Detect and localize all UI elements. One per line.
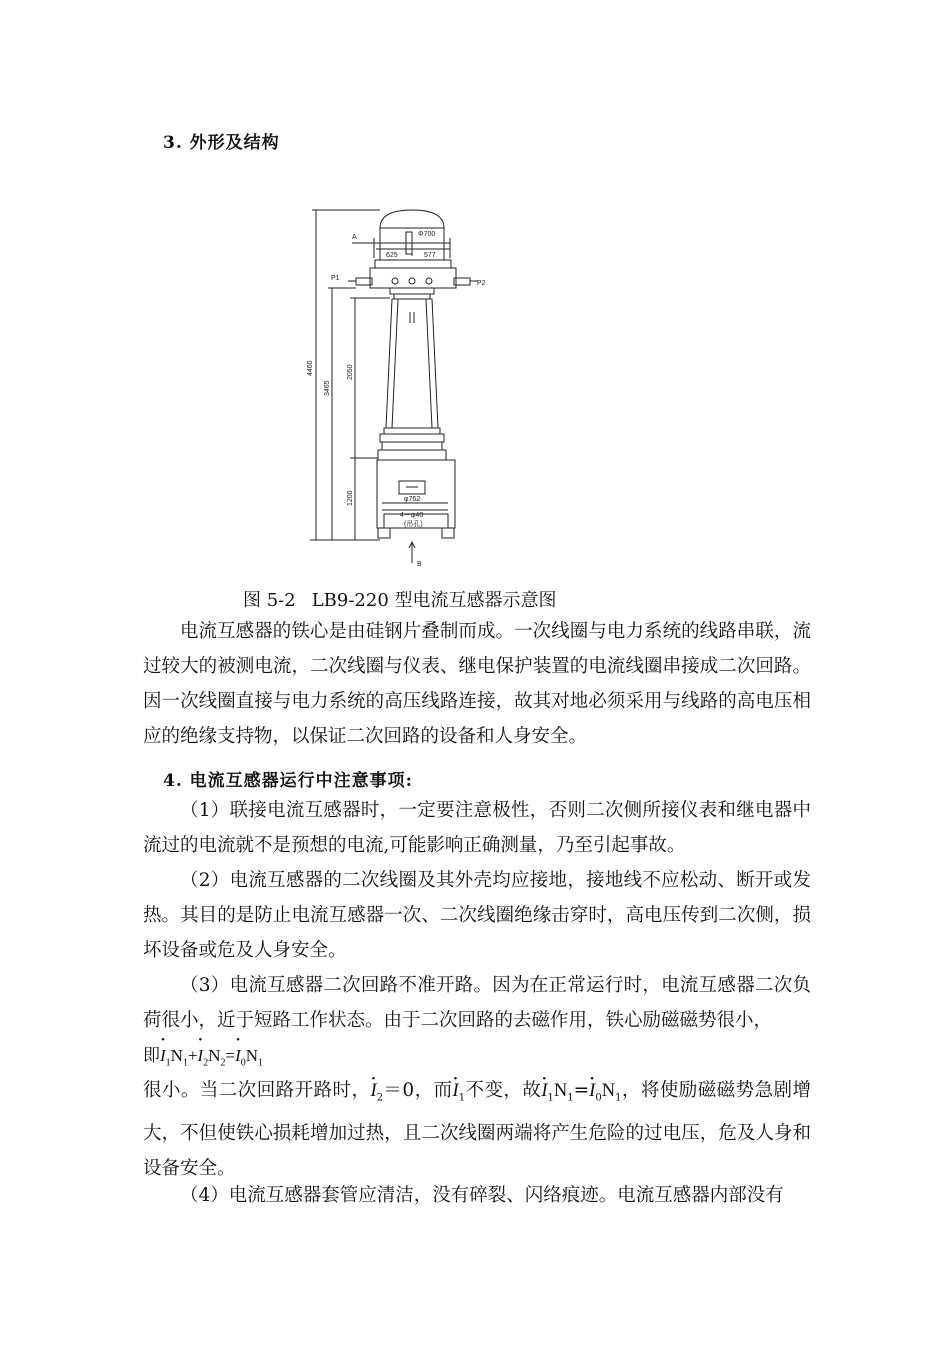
figure-caption (243, 586, 557, 612)
label-577: 577 (424, 252, 436, 259)
label-phi762: φ762 (404, 496, 421, 503)
label-b: B (417, 561, 422, 568)
paragraph-core-description: 电流互感器的铁心是由硅钢片叠制而成。一次线圈与电力系统的线路串联，流过较大的被测电流，二次线圈与仪表、继电保护装置的电流线圈串接成二次回路。因一次线圈直接与电力系统的高压线路连接，故其对地必须采用与线路的高电压相应的绝缘支持物，以保证二次回路的设备和人身安全。 (143, 621, 811, 747)
label-holes: 4－φ40 (400, 512, 424, 519)
item-3-continuation: 很小。当二次回路开路时，• $I_2=0$，而• $I_1$不变，故• $I_1N_1=•$ $I_0N_1$，将使励磁磁势急剧增大，不但使铁心损耗增加过热，且二次线圈两端将产生危险的过电压，危及人身和设备安全。 (143, 1073, 811, 1186)
label-1200: 1200 (347, 490, 354, 506)
current-transformer-drawing (300, 198, 510, 578)
figure-number: 图 5-2 (243, 590, 296, 611)
label-3465: 3465 (324, 380, 331, 396)
section-4-heading: 4. 电流互感器运行中注意事项: (163, 771, 413, 791)
item-4-bushing: （4）电流互感器套管应清洁，没有碎裂、闪络痕迹。电流互感器内部没有 (180, 1185, 784, 1206)
section-3-heading: 3. 外形及结构 (163, 133, 280, 153)
label-2050: 2050 (347, 364, 354, 380)
label-lift: (吊孔) (404, 521, 423, 528)
label-p1: P1 (331, 275, 340, 282)
label-4460: 4460 (307, 360, 314, 376)
label-phi700: Φ700 (418, 231, 436, 238)
mmf-balance-formula: 即• $I_1N_1+•$ $I_2N_2=•$ $I_0N_1$ (143, 1041, 263, 1068)
item-3-open-circuit: （3）电流互感器二次回路不准开路。因为在正常运行时，电流互感器二次负荷很小，近于短路工作状态。由于二次回路的去磁作用，铁心励磁磁势很小， (143, 975, 811, 1031)
figure-title: LB9-220 型电流互感器示意图 (311, 590, 557, 611)
item-2-grounding: （2）电流互感器的二次线圈及其外壳均应接地，接地线不应松动、断开或发热。其目的是防止电流互感器一次、二次线圈绝缘击穿时，高电压传到二次侧，损坏设备或危及人身安全。 (143, 870, 811, 961)
label-p2: P2 (477, 280, 486, 287)
label-a: A (352, 234, 357, 241)
label-625: 625 (386, 252, 398, 259)
item-1-polarity: （1）联接电流互感器时，一定要注意极性，否则二次侧所接仪表和继电器中流过的电流就不是预想的电流,可能影响正确测量，乃至引起事故。 (143, 800, 811, 856)
